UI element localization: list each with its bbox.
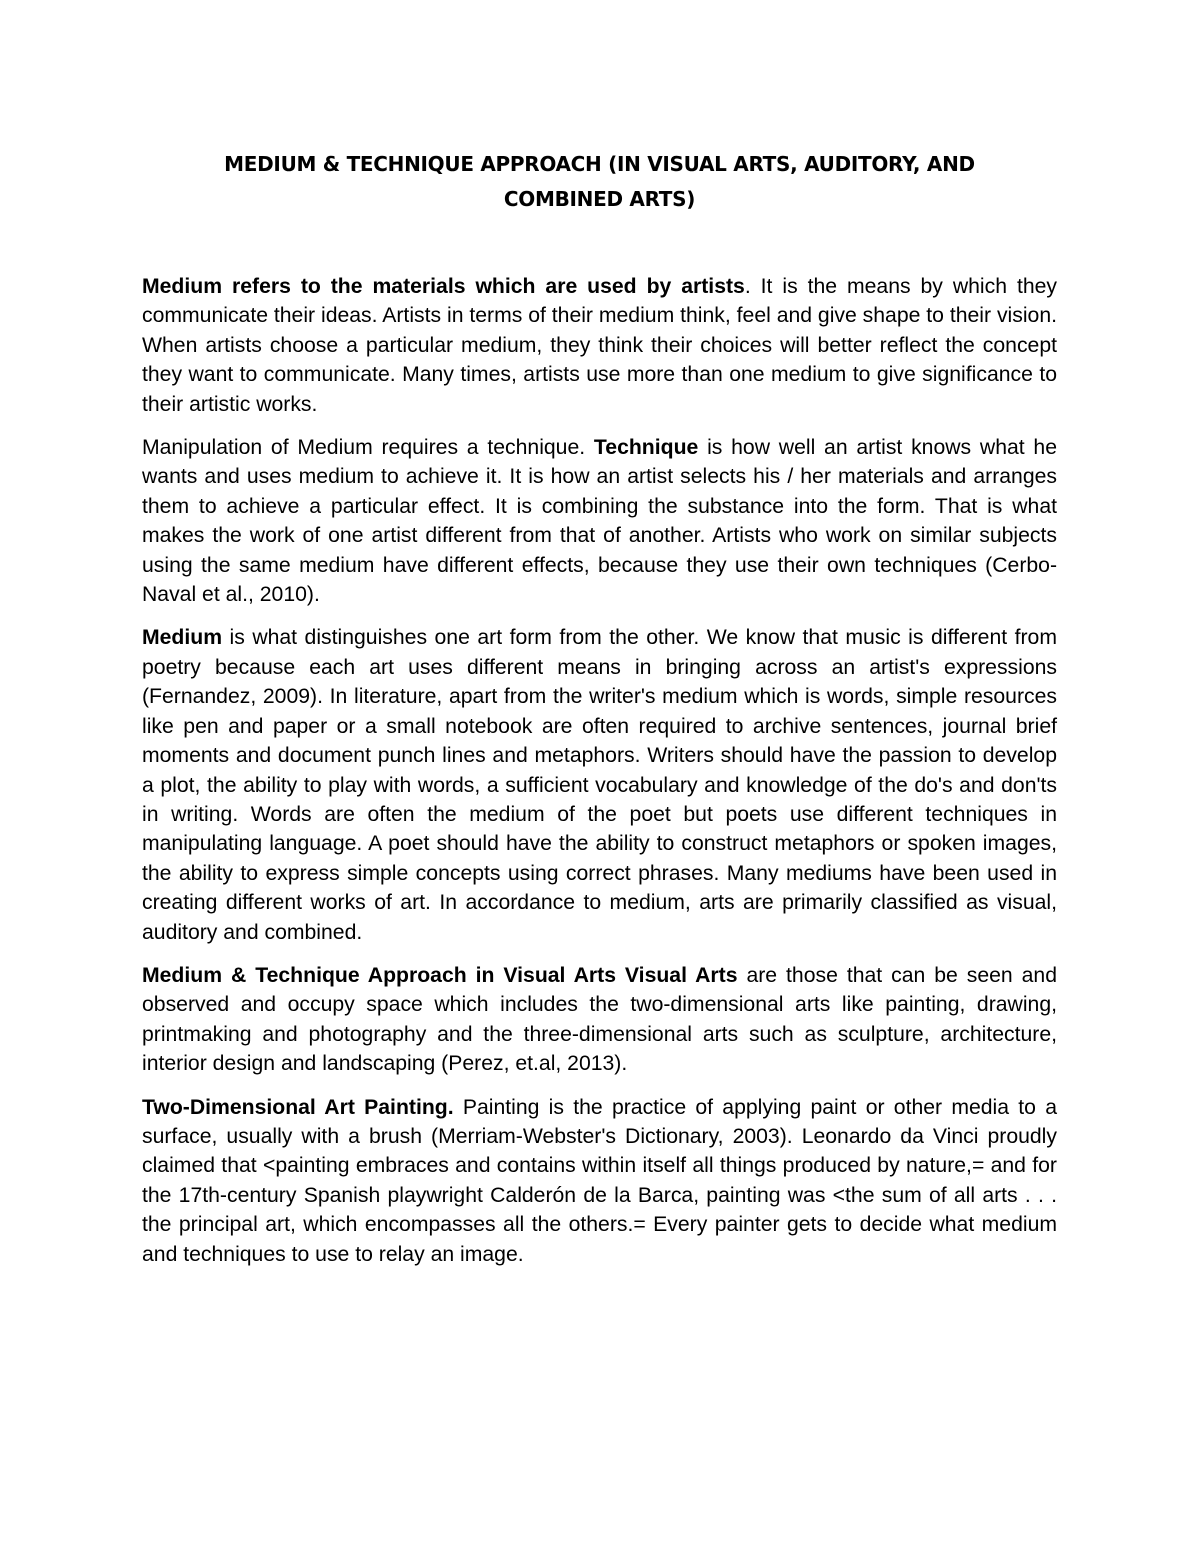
paragraph-text: are those that can be seen and observed and occupy space which includes the two-dimensional arts like painting, drawing, printmaking and photography and the three-dimensional arts such as sculpture, architecture, interior design and landscaping (Perez, et.al, 2013). <box>142 963 1057 1076</box>
document-title <box>142 147 1057 217</box>
paragraph-two-dimensional-painting <box>142 1093 1057 1269</box>
paragraph-pre: Manipulation of Medium requires a technique. <box>142 436 594 460</box>
paragraph-lead: Medium refers to the materials which are used by artists <box>142 275 745 298</box>
title-line-1: MEDIUM & TECHNIQUE APPROACH (IN VISUAL ARTS, AUDITORY, AND <box>224 152 975 176</box>
title-line-2: COMBINED ARTS) <box>503 187 696 211</box>
paragraph-lead: Technique <box>593 436 699 460</box>
paragraph-lead: Medium & Technique Approach in Visual Arts Visual Arts <box>142 963 738 987</box>
paragraph-medium-distinguishes <box>142 623 1057 946</box>
paragraph-lead: Two-Dimensional Art Painting. <box>142 1095 454 1119</box>
paragraph-text: is what distinguishes one art form from the other. We know that music is different from poetry because each art uses different means in bringing across an artist's expressions (Fernandez, 2009). In literature, apart from the writer's medium which is words, simple resources like pen and paper or a small notebook are often required to archive sentences, journal brief moments and document punch lines and metaphors. Writers should have the passion to develop a plot, the ability to play with words, a sufficient vocabulary and knowledge of the do's and don'ts in writing. Words are often the medium of the poet but poets use different techniques in manipulating language. A poet should have the ability to construct metaphors or spoken images, the ability to express simple concepts using correct phrases. Many mediums have been used in creating different works of art. In accordance to medium, arts are primarily classified as visual, auditory and combined. <box>142 626 1057 944</box>
paragraph-text: Painting is the practice of applying paint or other media to a surface, usually with a brush (Merriam-Webster's Dictionary, 2003). Leonardo da Vinci proudly claimed that <painting embraces and contains within itself all things produced by nature,= and for the 17th-century Spanish playwright Calderón de la Barca, painting was <the sum of all arts . . . the principal art, which encompasses all the others.= Every painter gets to decide what medium and techniques to use to relay an image. <box>142 1095 1057 1266</box>
paragraph-technique <box>142 433 1057 609</box>
paragraph-medium-definition <box>142 272 1057 419</box>
paragraph-text: . It is the means by which they communicate their ideas. Artists in terms of their medium think, feel and give shape to their vision. When artists choose a particular medium, they think their choices will better reflect the concept they want to communicate. Many times, artists use more than one medium to give significance to their artistic works. <box>142 275 1058 416</box>
paragraph-lead: Medium <box>142 626 223 650</box>
paragraph-visual-arts <box>142 961 1057 1079</box>
paragraph-text: is how well an artist knows what he wants and uses medium to achieve it. It is how an artist selects his / her materials and arranges them to achieve a particular effect. It is combining the substance into the form. That is what makes the work of one artist different from that of another. Artists who work on similar subjects using the same medium have different effects, because they use their own techniques (Cerbo-Naval et al., 2010). <box>142 436 1058 607</box>
document-page <box>142 147 1057 1283</box>
